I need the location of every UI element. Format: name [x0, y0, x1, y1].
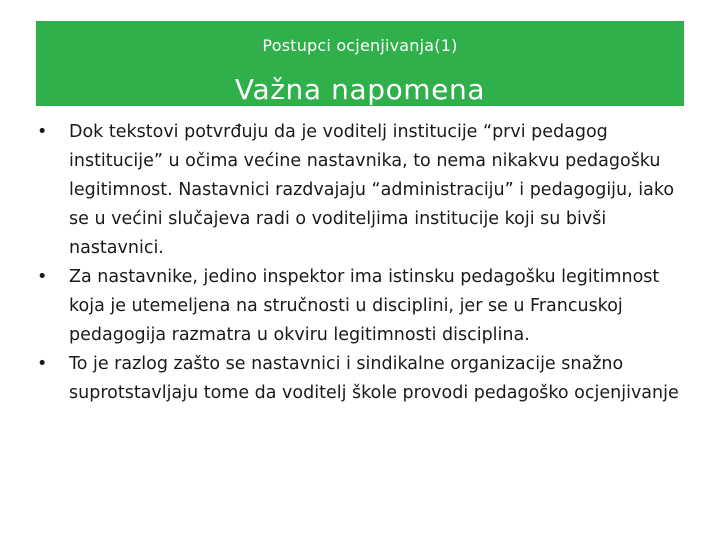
- slide-subtitle: Postupci ocjenjivanja(1): [262, 36, 458, 55]
- title-banner: [36, 21, 684, 106]
- bullet-list: [30, 118, 690, 408]
- bullet-item-3: • To je razlog zašto se nastavnici i sindikalne organizacije snažno suprotstavljaju tome da voditelj škole provodi pedagoško ocjenjivanje: [30, 350, 690, 408]
- bullet-item-1: • Dok tekstovi potvrđuju da je voditelj institucije “prvi pedagog institucije” u očima većine nastavnika, to nema nikakvu pedagošku legitimnost. Nastavnici razdvajaju “administraciju” i pedagogiju, iako se u većini slučajeva radi o voditeljima institucije koji su bivši nastavnici.: [30, 118, 690, 263]
- bullet-item-2: • Za nastavnike, jedino inspektor ima istinsku pedagošku legitimnost koja je utemeljena na stručnosti u disciplini, jer se u Francuskoj pedagogija razmatra u okviru legitimnosti disciplina.: [30, 263, 690, 350]
- slide-title: Važna napomena: [234, 73, 486, 106]
